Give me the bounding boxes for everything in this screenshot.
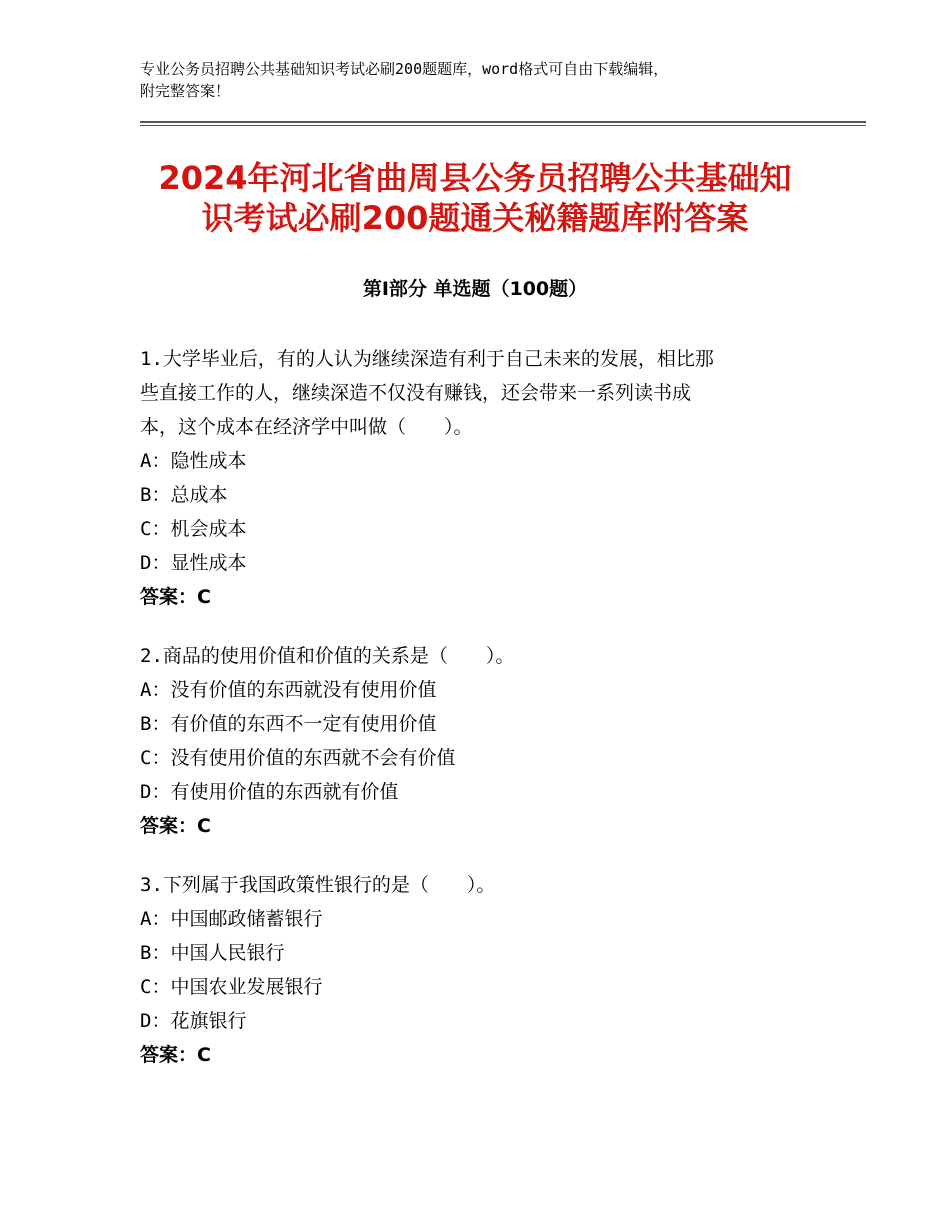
header-divider (140, 121, 866, 123)
question-list (140, 342, 820, 1097)
option-d: D：显性成本 (140, 552, 247, 574)
option-a: A：隐性成本 (140, 450, 247, 472)
document-title-line: 2024年河北省曲周县公务员招聘公共基础知 (158, 159, 792, 197)
question-stem-line: 2.商品的使用价值和价值的关系是（ ）。 (140, 645, 515, 667)
option-c: C：中国农业发展银行 (140, 976, 323, 998)
question-stem-line: 3.下列属于我国政策性银行的是（ ）。 (140, 874, 496, 896)
header-note-line: 专业公务员招聘公共基础知识考试必刷200题题库，word格式可自由下载编辑， (140, 60, 669, 78)
option-b: B：总成本 (140, 484, 228, 506)
option-d: D：花旗银行 (140, 1010, 247, 1032)
option-a: A：中国邮政储蓄银行 (140, 908, 323, 930)
answer-line: 答案：C (140, 1044, 211, 1066)
question-item (140, 639, 820, 843)
answer-line: 答案：C (140, 586, 211, 608)
document-title (100, 158, 850, 238)
question-item (140, 868, 820, 1072)
option-a: A：没有价值的东西就没有使用价值 (140, 679, 437, 701)
header-note-line: 附完整答案！ (140, 82, 231, 100)
section-heading: 第Ⅰ部分 单选题（100题） (362, 278, 588, 300)
option-b: B：有价值的东西不一定有使用价值 (140, 713, 437, 735)
question-item (140, 342, 820, 614)
option-c: C：机会成本 (140, 518, 247, 540)
question-stem-line: 些直接工作的人，继续深造不仅没有赚钱，还会带来一系列读书成 (140, 382, 692, 404)
document-title-line: 识考试必刷200题通关秘籍题库附答案 (201, 199, 749, 237)
answer-line: 答案：C (140, 815, 211, 837)
option-c: C：没有使用价值的东西就不会有价值 (140, 747, 456, 769)
header-note (140, 58, 820, 102)
option-d: D：有使用价值的东西就有价值 (140, 781, 399, 803)
header-divider-thin (140, 125, 866, 126)
option-b: B：中国人民银行 (140, 942, 285, 964)
question-stem-line: 本，这个成本在经济学中叫做（ ）。 (140, 416, 473, 438)
question-stem-line: 1.大学毕业后，有的人认为继续深造有利于自己未来的发展，相比那 (140, 348, 714, 370)
